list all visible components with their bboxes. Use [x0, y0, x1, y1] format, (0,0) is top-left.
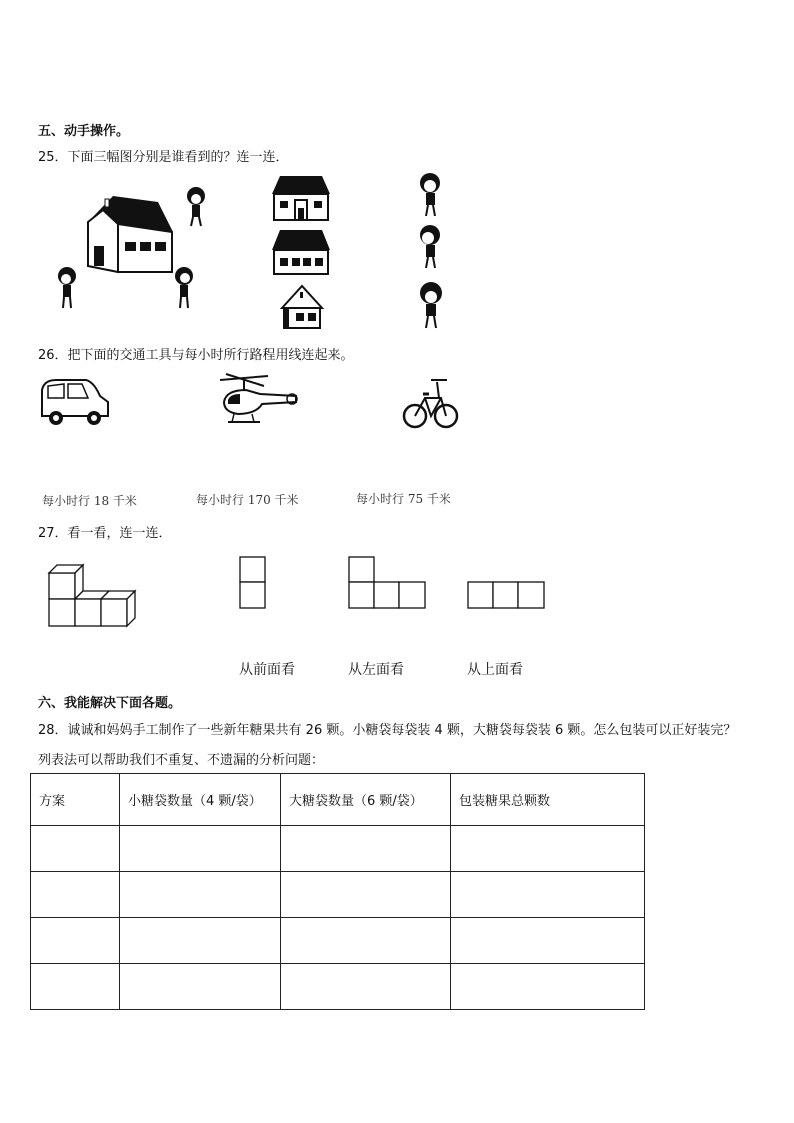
house-view-side-long-icon — [272, 228, 330, 276]
bicycle-icon — [403, 372, 459, 434]
speed-option-1: 每小时行 18 千米 — [42, 494, 137, 508]
child-icon — [58, 267, 76, 308]
table-header-cell: 包装糖果总颗数 — [451, 774, 645, 826]
table-cell[interactable] — [281, 826, 451, 872]
section-six-title: 六、我能解决下面各题。 — [38, 696, 182, 711]
house-view-gable-icon — [280, 284, 324, 330]
view-label-left: 从左面看 — [348, 662, 404, 678]
top-view-shape — [467, 581, 547, 610]
table-cell[interactable] — [31, 872, 120, 918]
table-cell[interactable] — [281, 918, 451, 964]
table-cell[interactable] — [120, 964, 281, 1010]
child-viewer-3-icon — [414, 282, 448, 330]
table-row — [31, 826, 645, 872]
table-cell[interactable] — [31, 918, 120, 964]
question-28-hint: 列表法可以帮助我们不重复、不遗漏的分析问题： — [38, 753, 325, 768]
table-header-cell: 小糖袋数量（4 颗/袋） — [120, 774, 281, 826]
table-cell[interactable] — [451, 964, 645, 1010]
table-cell[interactable] — [451, 872, 645, 918]
section-five-title: 五、动手操作。 — [38, 124, 130, 139]
house-with-children-illustration — [48, 174, 208, 319]
table-header-cell: 方案 — [31, 774, 120, 826]
speed-option-3: 每小时行 75 千米 — [356, 492, 451, 506]
question-26-text: 26．把下面的交通工具与每小时所行路程用线连起来。 — [38, 348, 354, 363]
table-cell[interactable] — [120, 826, 281, 872]
table-header-row — [31, 774, 645, 826]
cube-stack-3d-icon — [48, 563, 138, 629]
table-cell[interactable] — [120, 918, 281, 964]
left-view-shape — [348, 556, 428, 610]
helicopter-icon — [216, 372, 300, 432]
question-25-text: 25．下面三幅图分别是谁看到的？连一连． — [38, 150, 289, 165]
house-view-front-icon — [272, 174, 330, 222]
table-cell[interactable] — [451, 826, 645, 872]
question-27-text: 27．看一看，连一连． — [38, 526, 172, 541]
table-cell[interactable] — [451, 918, 645, 964]
packing-plan-table — [30, 773, 645, 1010]
front-view-shape — [239, 556, 267, 610]
table-row — [31, 964, 645, 1010]
table-header-cell: 大糖袋数量（6 颗/袋） — [281, 774, 451, 826]
table-row — [31, 918, 645, 964]
table-cell[interactable] — [31, 964, 120, 1010]
table-cell[interactable] — [281, 964, 451, 1010]
child-viewer-2-icon — [414, 224, 448, 270]
table-row — [31, 872, 645, 918]
table-cell[interactable] — [120, 872, 281, 918]
table-cell[interactable] — [31, 826, 120, 872]
table-cell[interactable] — [281, 872, 451, 918]
child-icon — [175, 267, 193, 308]
child-icon — [187, 187, 205, 226]
house-icon — [88, 196, 173, 272]
question-28-text: 28．诚诚和妈妈手工制作了一些新年糖果共有 26 颗。小糖袋每袋装 4 颗，大糖袋每袋装 6 颗。怎么包装可以正好装完？ — [38, 723, 737, 738]
car-icon — [38, 376, 110, 428]
child-viewer-1-icon — [414, 172, 448, 218]
view-label-front: 从前面看 — [239, 662, 295, 678]
speed-option-2: 每小时行 170 千米 — [196, 493, 299, 507]
view-label-top: 从上面看 — [467, 662, 523, 678]
